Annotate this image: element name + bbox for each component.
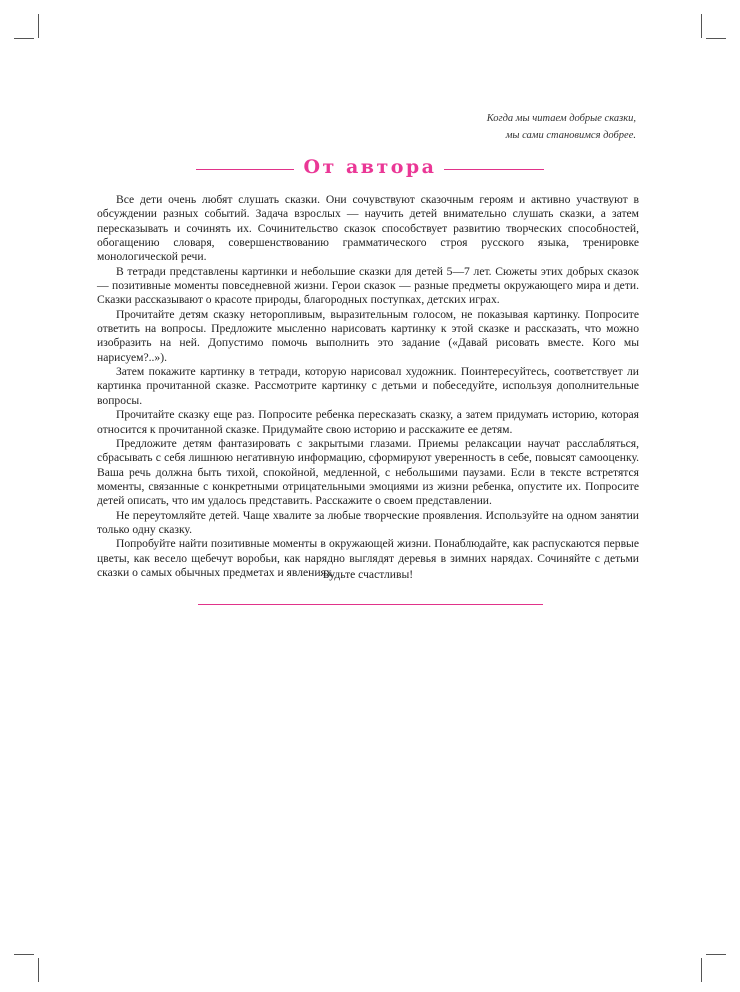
- crop-mark: [701, 14, 702, 38]
- crop-mark: [14, 38, 34, 39]
- paragraph: Затем покажите картинку в тетради, которую нарисовал художник. Поинтересуйтесь, соответствует ли картинка прочитанной сказке. Рассмотрите картинку с детьми и побеседуйте, используя дополнительные вопросы.: [97, 365, 639, 407]
- crop-mark: [38, 958, 39, 982]
- epigraph-line: Когда мы читаем добрые сказки,: [486, 113, 636, 124]
- paragraph: В тетради представлены картинки и небольшие сказки для детей 5—7 лет. Сюжеты этих добрых сказок — позитивные моменты повседневной жизни. Герои сказок — разные предметы окружающего мира и дети. Сказки рассказывают о красоте природы, благородных поступках, детских играх.: [97, 264, 639, 307]
- closing-line: Будьте счастливы!: [322, 568, 414, 581]
- paragraph: Все дети очень любят слушать сказки. Они сочувствуют сказочным героям и активно участвуют в обсуждении разных событий. Задача взрослых — научить детей внимательно слушать сказки, а затем пересказывать и сочинять их. Сочинительство сказок способствует развитию творческих способностей, обогащению словаря, совершенствованию грамматического строя русского языка, тренировке монологической речи.: [97, 193, 639, 264]
- paragraph: Предложите детям фантазировать с закрытыми глазами. Приемы релаксации научат расслабляться, сбрасывать с себя лишнюю негативную информацию, сформируют уверенность в себе, повысят самооценку. Ваша речь должна быть тихой, спокойной, медленной, с небольшими паузами. Если в тексте встретятся моменты, связанные с конкретными отрицательными эмоциями из жизни ребенка, опустите их. Попросите детей описать, что им удалось представить. Расскажите о своем представлении.: [97, 436, 639, 508]
- paragraph: Прочитайте сказку еще раз. Попросите ребенка пересказать сказку, а затем придумать историю, которая относится к прочитанной сказке. Придумайте свою историю и расскажите ее детям.: [97, 408, 639, 436]
- epigraph-line: мы сами становимся добрее.: [505, 130, 636, 141]
- epigraph: [336, 110, 636, 144]
- crop-mark: [701, 958, 702, 982]
- bottom-rule: [198, 604, 543, 605]
- heading-rule-right: [444, 169, 544, 170]
- body-text: [97, 193, 639, 580]
- crop-mark: [38, 14, 39, 38]
- paragraph: Попробуйте найти позитивные моменты в окружающей жизни. Понаблюдайте, как распускаются первые цветы, как весело щебечут воробьи, как нарядно выглядят деревья в зимних нарядах. Сочиняйте с детьми сказки о самых обычных предметах и явлениях.: [97, 537, 639, 579]
- crop-mark: [14, 954, 34, 955]
- page-title: От автора: [303, 156, 437, 178]
- paragraph: Прочитайте детям сказку неторопливым, выразительным голосом, не показывая картинку. Попросите ответить на вопросы. Предложите мысленно нарисовать картинку к этой сказке и рассказать, что можно изобразить на ней. Допустимо помочь выполнить это задание («Давай рисовать вместе. Кого мы нарисуем?..»).: [97, 307, 639, 364]
- paragraph: Не переутомляйте детей. Чаще хвалите за любые творческие проявления. Используйте на одном занятии только одну сказку.: [97, 508, 639, 536]
- crop-mark: [706, 954, 726, 955]
- heading: [196, 156, 544, 184]
- crop-mark: [706, 38, 726, 39]
